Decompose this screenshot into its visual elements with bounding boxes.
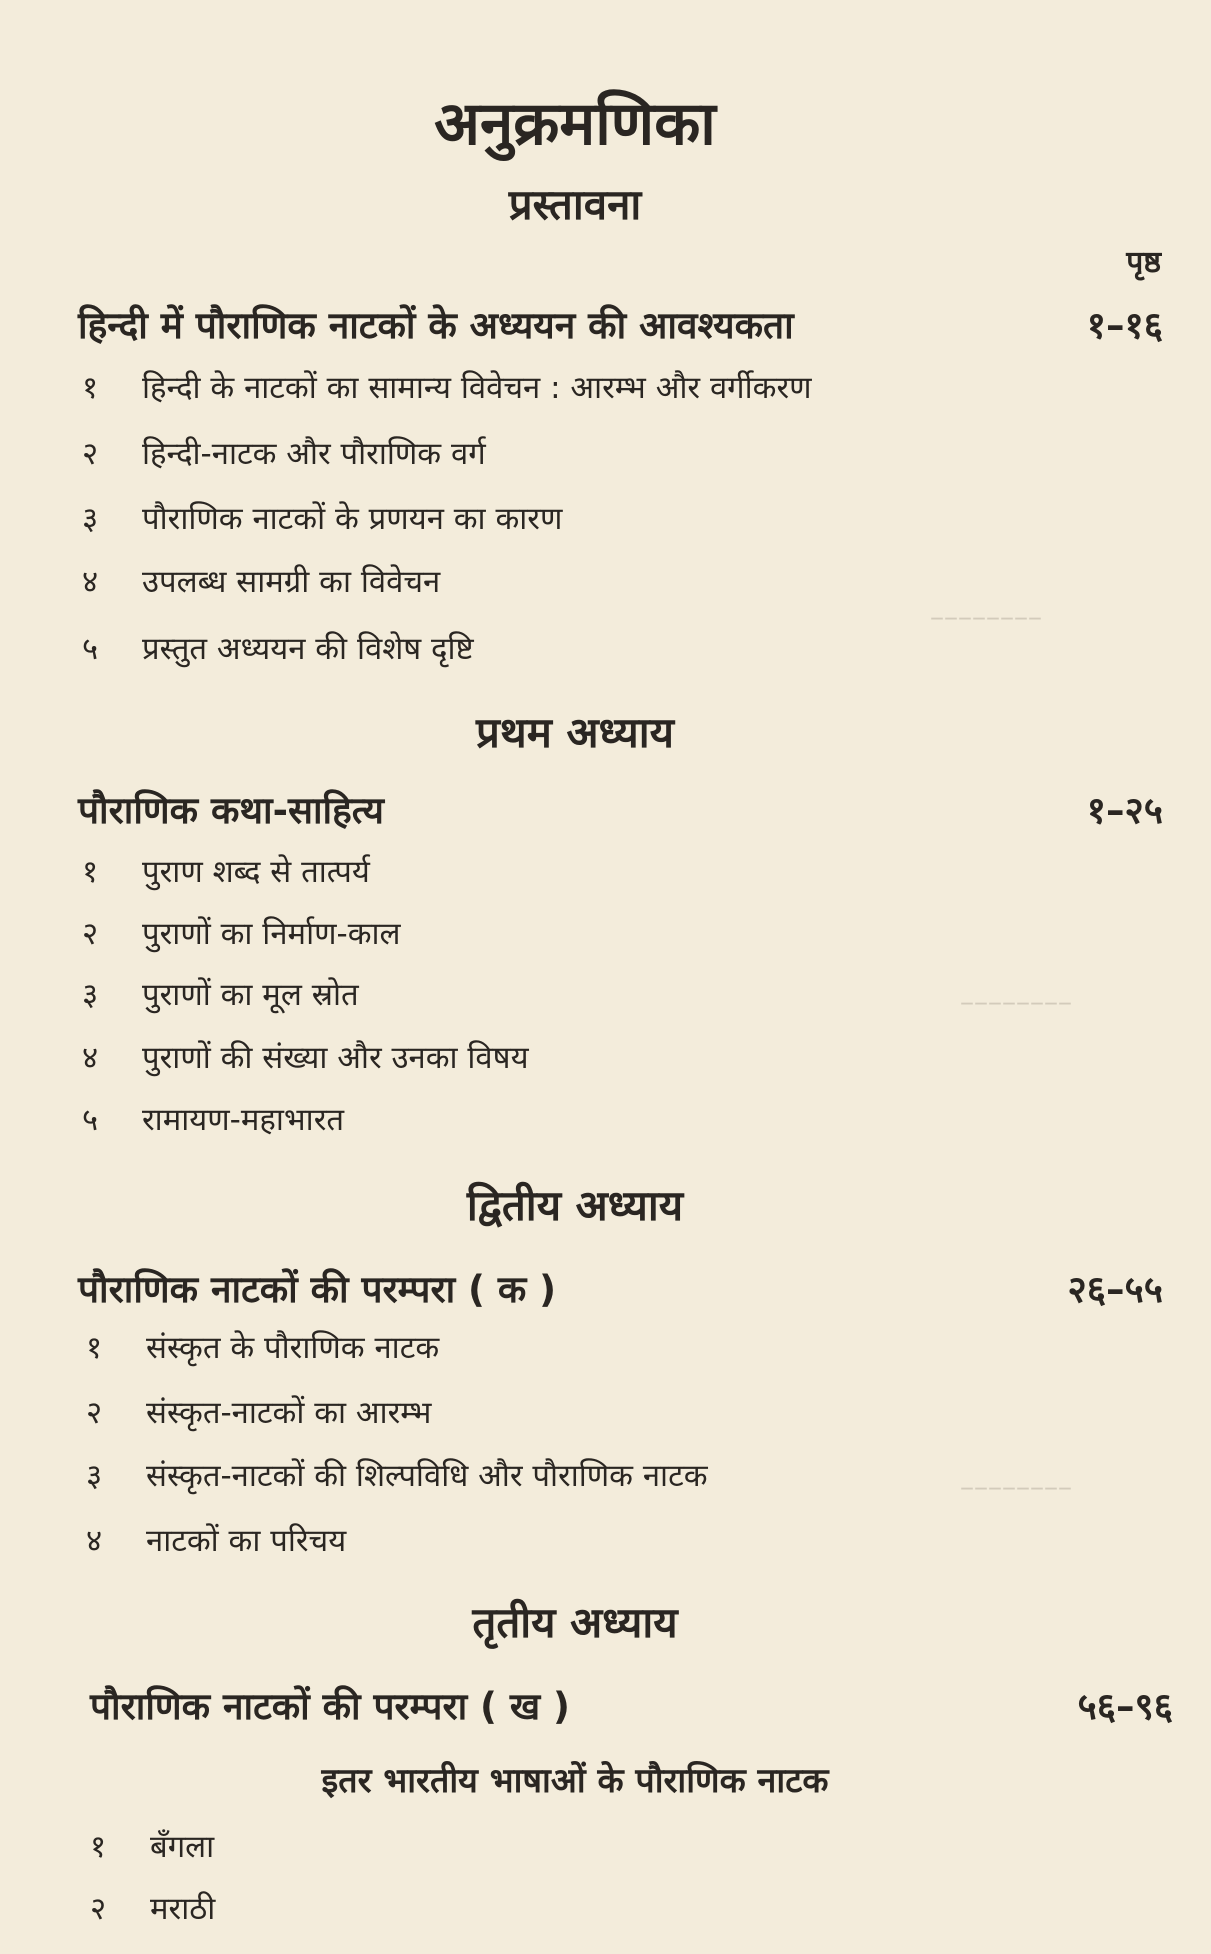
item-number: १: [90, 1829, 107, 1865]
chapter-pages: ५६–९६: [1077, 1685, 1173, 1728]
list-item: [82, 1036, 529, 1078]
list-item: [90, 1825, 214, 1867]
item-text: रामायण-महाभारत: [142, 1102, 345, 1138]
item-number: १: [82, 370, 99, 406]
section-title-prastavana: प्रस्तावना: [508, 180, 642, 229]
item-text: संस्कृत-नाटकों की शिल्पविधि और पौराणिक नाटक: [146, 1458, 708, 1494]
list-item: [86, 1326, 439, 1368]
list-item: [90, 1887, 215, 1929]
page-title: अनुक्रमणिका: [434, 89, 716, 159]
item-number: २: [82, 436, 99, 472]
item-number: ३: [82, 501, 99, 537]
item-text: पुराणों का मूल स्रोत: [142, 977, 359, 1013]
item-text: पुराणों का निर्माण-काल: [142, 916, 401, 952]
section-title-pratham: प्रथम अध्याय: [476, 708, 674, 757]
item-text: पुराणों की संख्या और उनका विषय: [142, 1040, 529, 1076]
item-text: मराठी: [150, 1891, 216, 1927]
list-item: [82, 973, 359, 1015]
section-title-tritiya: तृतीय अध्याय: [472, 1598, 678, 1647]
section-title-dwitiya: द्वितीय अध्याय: [466, 1181, 684, 1230]
list-item: [82, 912, 401, 954]
item-number: २: [86, 1395, 103, 1431]
chapter-heading: पौराणिक कथा-साहित्य: [78, 789, 384, 832]
list-item: [86, 1454, 708, 1496]
list-item: [82, 497, 562, 539]
chapter-pages: १–२५: [1086, 789, 1163, 832]
item-text: पुराण शब्द से तात्पर्य: [142, 854, 370, 890]
list-item: [82, 560, 440, 602]
item-number: ३: [86, 1458, 103, 1494]
item-text: पौराणिक नाटकों के प्रणयन का कारण: [142, 501, 563, 537]
chapter-heading: पौराणिक नाटकों की परम्परा ( क ): [78, 1268, 557, 1311]
item-number: १: [82, 854, 99, 890]
bleed-through-text: ––––––––: [960, 1470, 1072, 1503]
bleed-through-text: ––––––––: [930, 600, 1042, 633]
item-text: उपलब्ध सामग्री का विवेचन: [142, 564, 441, 600]
item-number: ४: [82, 564, 99, 600]
list-item: [86, 1391, 431, 1433]
list-item: [86, 1519, 346, 1561]
item-number: २: [82, 916, 99, 952]
item-number: ३: [82, 977, 99, 1013]
list-item: [82, 627, 474, 669]
item-number: ४: [82, 1040, 99, 1076]
item-number: ५: [82, 1102, 99, 1138]
item-number: २: [90, 1891, 107, 1927]
item-number: ४: [86, 1523, 103, 1559]
item-text: संस्कृत-नाटकों का आरम्भ: [146, 1395, 432, 1431]
page-column-label: पृष्ठ: [1126, 245, 1161, 280]
item-text: हिन्दी के नाटकों का सामान्य विवेचन : आरम्भ और वर्गीकरण: [142, 370, 812, 406]
list-item: [82, 850, 370, 892]
chapter-heading: पौराणिक नाटकों की परम्परा ( ख ): [90, 1685, 570, 1728]
item-text: हिन्दी-नाटक और पौराणिक वर्ग: [142, 436, 486, 472]
bleed-through-text: ––––––––: [960, 985, 1072, 1018]
item-text: नाटकों का परिचय: [146, 1523, 347, 1559]
item-number: ५: [82, 631, 99, 667]
item-text: प्रस्तुत अध्ययन की विशेष दृष्टि: [142, 631, 474, 667]
list-item: [82, 432, 486, 474]
chapter-heading: हिन्दी में पौराणिक नाटकों के अध्ययन की आवश्यकता: [78, 304, 794, 347]
subheading: इतर भारतीय भाषाओं के पौराणिक नाटक: [321, 1761, 829, 1801]
item-number: १: [86, 1330, 103, 1366]
chapter-pages: १–१६: [1086, 304, 1163, 347]
list-item: [82, 366, 812, 408]
item-text: बँगला: [150, 1829, 215, 1865]
chapter-pages: २६–५५: [1067, 1268, 1163, 1311]
list-item: [82, 1098, 344, 1140]
item-text: संस्कृत के पौराणिक नाटक: [146, 1330, 440, 1366]
